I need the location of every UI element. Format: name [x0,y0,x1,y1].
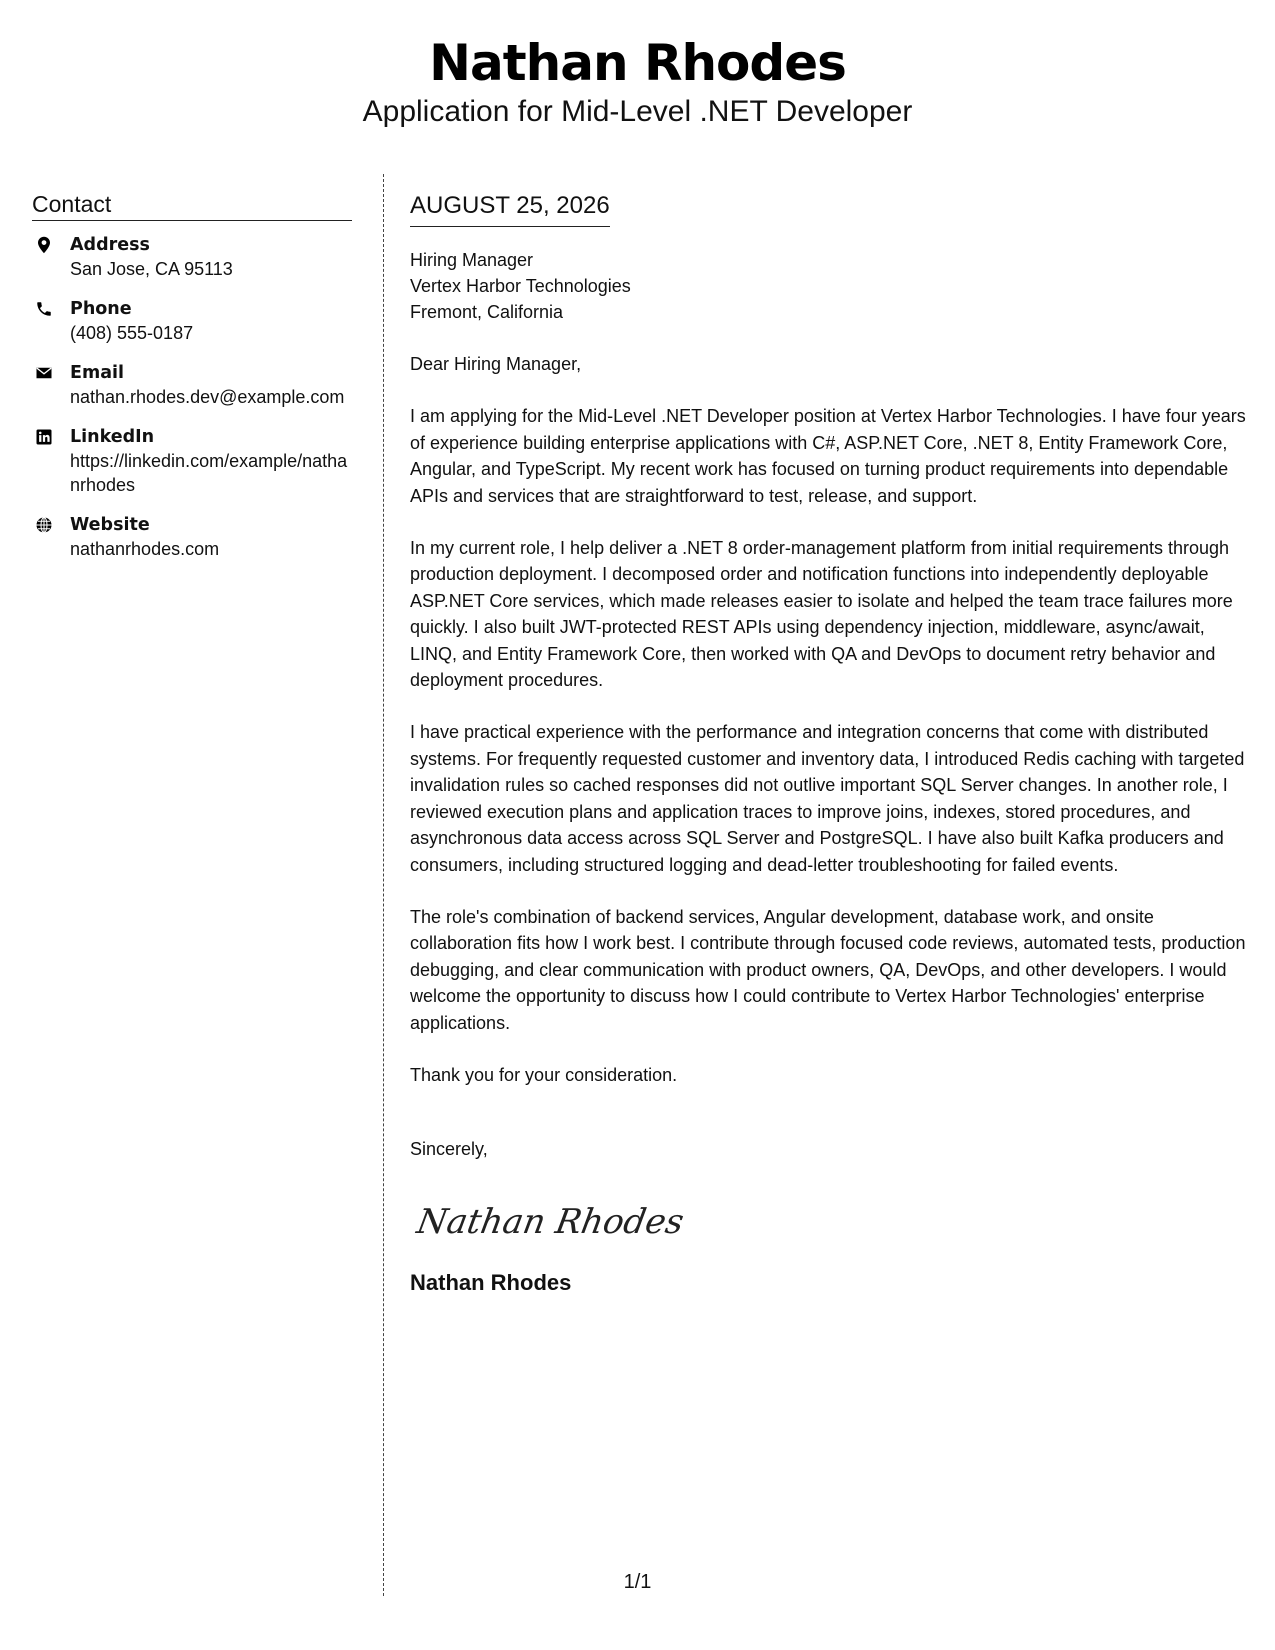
email-value[interactable]: nathan.rhodes.dev@example.com [70,387,345,407]
phone-icon [32,297,70,318]
contact-sidebar [32,190,352,577]
contact-item-website [32,513,352,561]
paragraph-4: The role's combination of backend services, Angular development, database work, and onsite collaboration fits how I work best. I contribute through focused code reviews, automated tests, production debugging, and clear communication with product owners, QA, DevOps, and other developers. I would welcome the opportunity to discuss how I could contribute to Vertex Harbor Technologies' enterprise applications. [410,906,1246,1033]
paragraph-1: I am applying for the Mid-Level .NET Developer position at Vertex Harbor Technologies. I have four years of experience building enterprise applications with C#, ASP.NET Core, .NET 8, Entity Framework Core, Angular, and TypeScript. My recent work has focused on turning product requirements into dependable APIs and services that are straightforward to test, release, and support. [410,406,1246,506]
map-pin-icon [32,233,70,254]
contact-label: Email [70,363,124,383]
recipient-location: Fremont, California [410,302,564,322]
column-divider [383,174,384,1596]
signoff: Sincerely, [410,1139,488,1160]
application-subtitle: Application for Mid-Level .NET Developer [362,95,913,128]
linkedin-icon [32,425,70,446]
recipient-company: Vertex Harbor Technologies [410,276,631,296]
contact-item-address [32,233,352,281]
signer-name: Nathan Rhodes [410,1269,572,1295]
contact-label: LinkedIn [70,427,155,447]
contact-label: Phone [70,299,132,319]
contact-label: Website [70,515,150,535]
page-number: 1/1 [623,1571,652,1593]
contact-item-linkedin [32,425,352,497]
website-value[interactable]: nathanrhodes.com [70,539,220,559]
letter-date: AUGUST 25, 2026 [410,190,610,227]
contact-heading: Contact [32,190,352,221]
letter-header [0,32,1275,130]
recipient-title: Hiring Manager [410,250,534,270]
globe-icon [32,513,70,534]
paragraph-2: In my current role, I help deliver a .NET 8 order-management platform from initial requirements through production deployment. I decomposed order and notification functions into independently deployable ASP.NET Core services, which made releases easier to isolate and helped the team trace failures more quickly. I also built JWT-protected REST APIs using dependency injection, middleware, async/await, LINQ, and Entity Framework Core, then worked with QA and DevOps to document retry behavior and deployment procedures. [410,538,1233,691]
contact-item-email [32,361,352,409]
contact-label: Address [70,235,150,255]
envelope-icon [32,361,70,382]
closing-thanks: Thank you for your consideration. [410,1064,678,1085]
linkedin-value[interactable]: https://linkedin.com/example/nathanrhodes [70,451,348,495]
recipient-block [410,247,1250,325]
applicant-name: Nathan Rhodes [429,34,846,92]
phone-value: (408) 555-0187 [70,323,194,343]
paragraph-3: I have practical experience with the performance and integration concerns that come with distributed systems. For frequently requested customer and inventory data, I introduced Redis caching with targeted invalidation rules so cached responses did not outlive important SQL Server changes. In another role, I reviewed execution plans and application traces to improve joins, indexes, stored procedures, and asynchronous data access across SQL Server and PostgreSQL. I have also built Kafka producers and consumers, including structured logging and dead-letter troubleshooting for failed events. [410,722,1245,875]
signature-text: Nathan Rhodes [413,1201,687,1242]
address-value: San Jose, CA 95113 [70,259,233,279]
handwritten-signature [413,1185,687,1255]
contact-item-phone [32,297,352,345]
letter-body [410,190,1250,1297]
salutation: Dear Hiring Manager, [410,354,582,374]
